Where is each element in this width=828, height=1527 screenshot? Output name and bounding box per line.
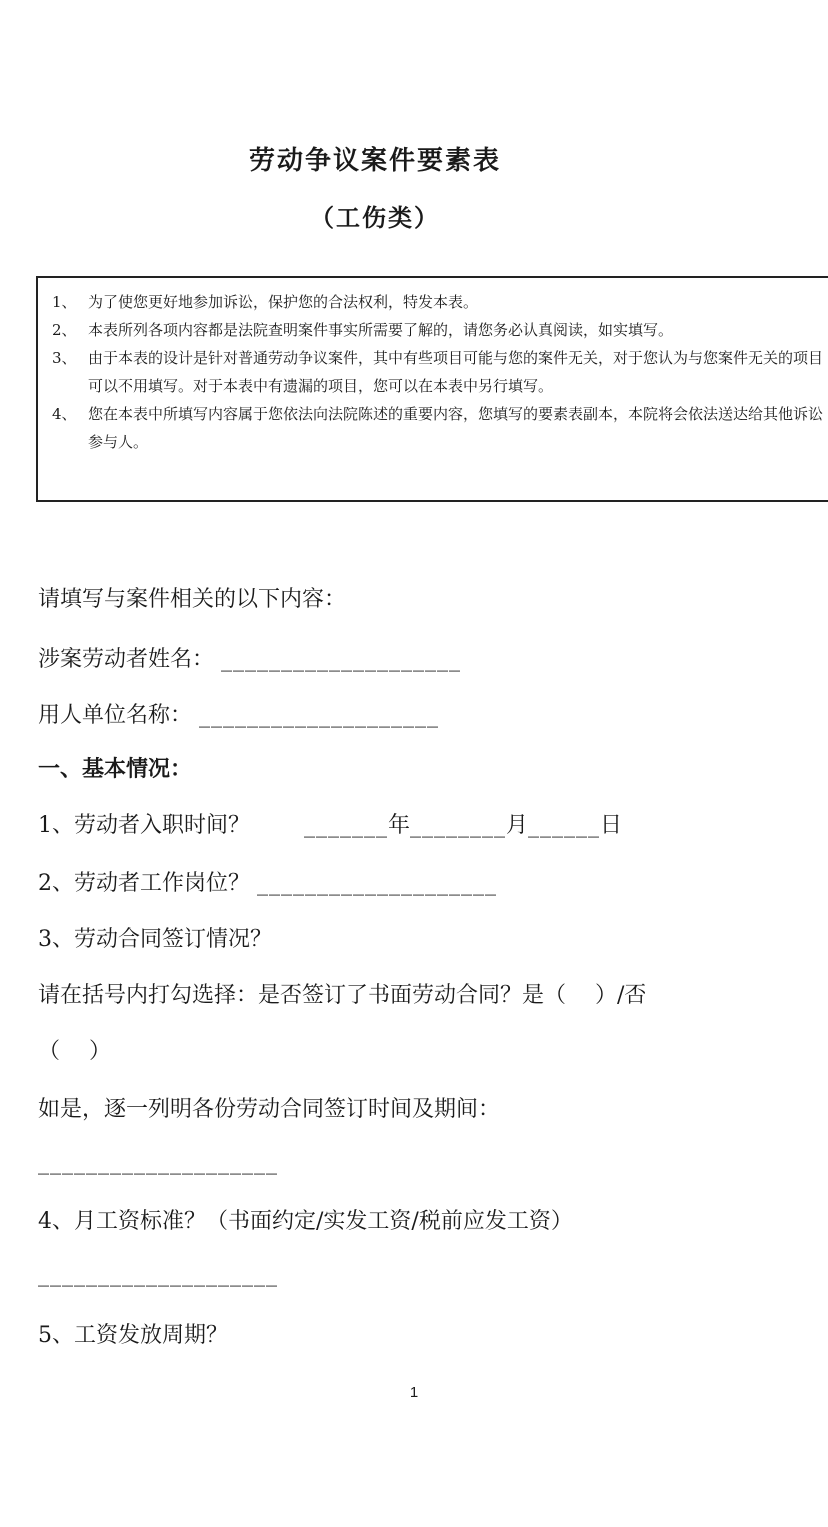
page-number: 1 xyxy=(409,1384,419,1401)
q1-month-blank[interactable]: ________ xyxy=(410,813,507,838)
notice-number: 3、 xyxy=(52,349,77,367)
q3-detail-text: 如是，逐一列明各份劳动合同签订时间及期间： xyxy=(38,1097,501,1122)
q1-label: 1、劳动者入职时间？ xyxy=(38,813,250,838)
notice-text: 由于本表的设计是针对普通劳动争议案件，其中有些项目可能与您的案件无关，对于您认为与您案件无关的项目可以不用填写。对于本表中有遗漏的项目，您可以在本表中另行填写。 xyxy=(88,349,824,395)
q3-check-no-option[interactable]: （ ） xyxy=(38,1039,111,1064)
q4-blank[interactable]: ____________________ xyxy=(38,1262,278,1287)
section-heading-basic: 一、基本情况： xyxy=(38,756,193,782)
q1-day-blank[interactable]: ______ xyxy=(528,813,601,838)
q5-label: 5、工资发放周期？ xyxy=(38,1323,228,1348)
q2-label: 2、劳动者工作岗位？ xyxy=(38,871,250,896)
q1-year-unit: 年 xyxy=(388,813,411,838)
page-subtitle: （工伤类） xyxy=(310,203,440,232)
worker-name-blank[interactable]: ____________________ xyxy=(221,647,462,672)
notice-number: 2、 xyxy=(52,321,77,339)
employer-name-blank[interactable]: ____________________ xyxy=(199,703,440,728)
worker-name-label: 涉案劳动者姓名： xyxy=(38,647,215,672)
notice-box xyxy=(36,276,828,502)
q1-month-unit: 月 xyxy=(506,813,529,838)
q3-blank[interactable]: ____________________ xyxy=(38,1150,278,1175)
q1-year-blank[interactable]: _______ xyxy=(304,813,388,838)
worker-name-row xyxy=(38,642,461,673)
notice-item xyxy=(52,316,828,344)
notice-text: 本表所列各项内容都是法院查明案件事实所需要了解的，请您务必认真阅读，如实填写。 xyxy=(88,321,674,339)
notice-item xyxy=(52,400,828,456)
q4-label: 4、月工资标准？（书面约定/实发工资/税前应发工资） xyxy=(38,1209,573,1234)
employer-name-row xyxy=(38,698,439,729)
notice-item xyxy=(52,288,828,316)
employer-name-label: 用人单位名称： xyxy=(38,703,193,728)
notice-text: 您在本表中所填写内容属于您依法向法院陈述的重要内容，您填写的要素表副本，本院将会依法送达给其他诉讼参与人。 xyxy=(88,405,824,451)
notice-text: 为了使您更好地参加诉讼，保护您的合法权利，特发本表。 xyxy=(88,293,479,311)
q1-day-unit: 日 xyxy=(600,813,623,838)
q2-row xyxy=(38,866,497,897)
notice-number: 4、 xyxy=(52,405,77,423)
notice-item xyxy=(52,344,828,400)
q3-check-text[interactable]: 请在括号内打勾选择：是否签订了书面劳动合同？是（ ）/否 xyxy=(38,983,647,1008)
q2-blank[interactable]: ____________________ xyxy=(257,871,497,896)
page-title: 劳动争议案件要素表 xyxy=(248,146,501,176)
q1-row xyxy=(38,808,622,839)
intro-text: 请填写与案件相关的以下内容： xyxy=(38,587,347,612)
q3-label: 3、劳动合同签订情况？ xyxy=(38,927,272,952)
notice-number: 1、 xyxy=(52,293,77,311)
